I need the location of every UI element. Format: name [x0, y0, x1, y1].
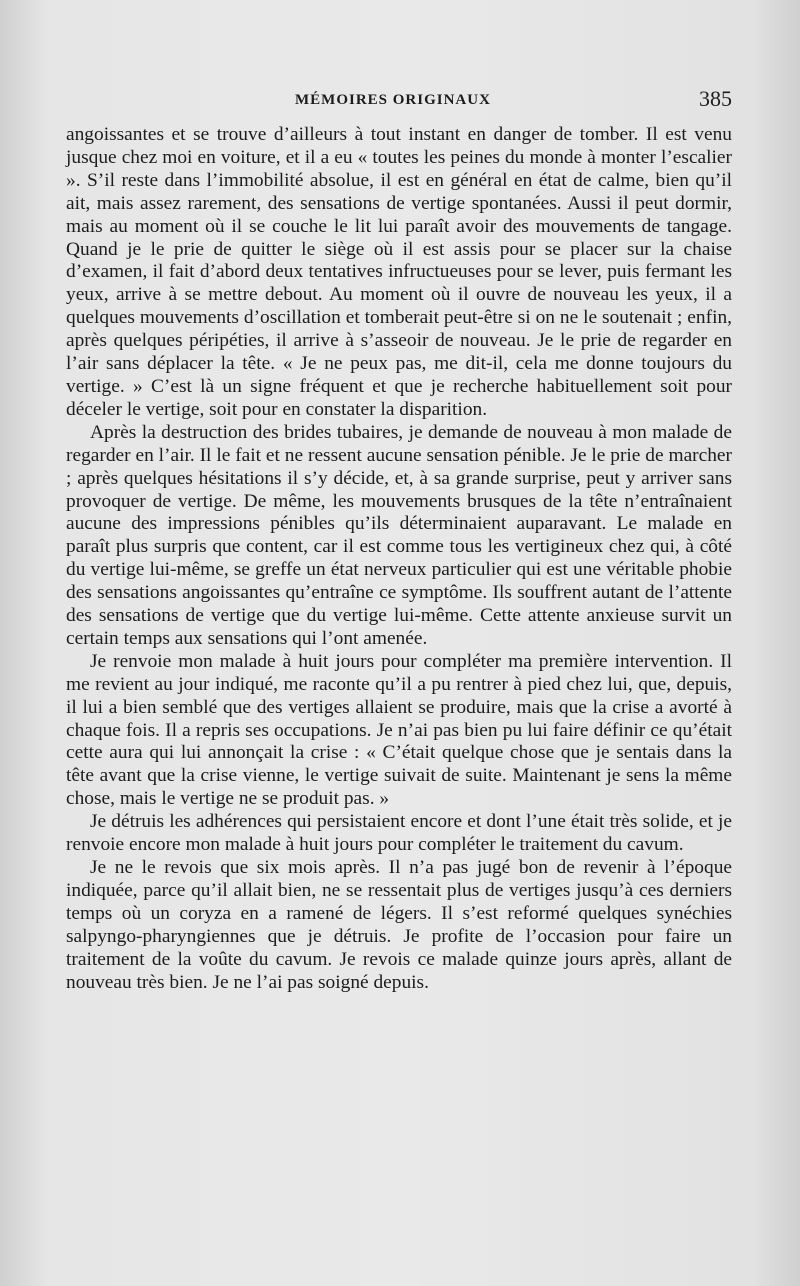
- running-head: MÉMOIRES ORIGINAUX: [295, 92, 491, 108]
- page-number: 385: [699, 86, 732, 111]
- paragraph-1: angoissantes et se trouve d’ailleurs à tout instant en danger de tomber. Il est venu jusque chez moi en voiture, et il a eu « toutes les peines du monde à monter l’escalier ». S’il reste dans l’immobilité absolue, il est en général en état de calme, bien qu’il ait, mais assez rarement, des sensations de vertige spontanées. Aussi il peut dormir, mais au moment où il se couche le lit lui paraît avoir des mouvements de tangage. Quand je le prie de quitter le siège où il est assis pour se placer sur la chaise d’examen, il fait d’abord deux tentatives infructueuses pour se lever, puis fermant les yeux, arrive à se mettre debout. Au moment où il ouvre de nouveau les yeux, il a quelques mouvements d’oscillation et tomberait peut-être si on ne le soutenait ; enfin, après quelques péripéties, il arrive à s’asseoir de nouveau. Je le prie de regarder en l’air sans déplacer la tête. « Je ne peux pas, me dit-il, cela me donne toujours du vertige. » C’est là un signe fréquent et que je recherche habituellement soit pour déceler le vertige, soit pour en constater la disparition.: [66, 124, 732, 420]
- paragraph-4: Je détruis les adhérences qui persistaient encore et dont l’une était très solide, et je renvoie encore mon malade à huit jours pour compléter le traitement du cavum.: [66, 811, 732, 856]
- page-header: [60, 86, 732, 116]
- paragraph-2: Après la destruction des brides tubaires, je demande de nouveau à mon malade de regarder en l’air. Il le fait et ne ressent aucune sensation pénible. Je le prie de marcher ; après quelques hésitations il s’y décide, et, à sa grande surprise, peut y arriver sans provoquer de vertige. De même, les mouvements brusques de la tête n’entraînaient aucune des impressions pénibles qu’ils déterminaient auparavant. Le malade en paraît plus surpris que content, car il est comme tous les vertigineux chez qui, à côté du vertige lui-même, se greffe un état nerveux particulier qui est une véritable phobie des sensations angoissantes qu’entraîne ce symptôme. Ils souffrent autant de l’attente des sensations de vertige que du vertige lui-même. Cette attente anxieuse survit un certain temps aux sensations qui l’ont amenée.: [66, 421, 732, 649]
- body-text: [66, 124, 732, 994]
- paragraph-3: Je renvoie mon malade à huit jours pour compléter ma première intervention. Il me revient au jour indiqué, me raconte qu’il a pu rentrer à pied chez lui, que, depuis, il lui a bien semblé que des vertiges allaient se produire, mais que la crise a avorté à chaque fois. Il a repris ses occupations. Je n’ai pas bien pu lui faire définir ce qu’était cette aura qui lui annonçait la crise : « C’était quelque chose que je sentais dans la tête avant que la crise vienne, le vertige suivait de suite. Maintenant je sens la même chose, mais le vertige ne se produit pas. »: [66, 650, 732, 810]
- paragraph-5: Je ne le revois que six mois après. Il n’a pas jugé bon de revenir à l’époque indiquée, parce qu’il allait bien, ne se ressentait plus de vertiges jusqu’à ces derniers temps où un coryza en a ramené de légers. Il s’est reformé quelques synéchies salpyngo-pharyngiennes que je détruis. Je profite de l’occasion pour faire un traitement de la voûte du cavum. Je revois ce malade quinze jours après, allant de nouveau très bien. Je ne l’ai pas soigné depuis.: [66, 857, 732, 993]
